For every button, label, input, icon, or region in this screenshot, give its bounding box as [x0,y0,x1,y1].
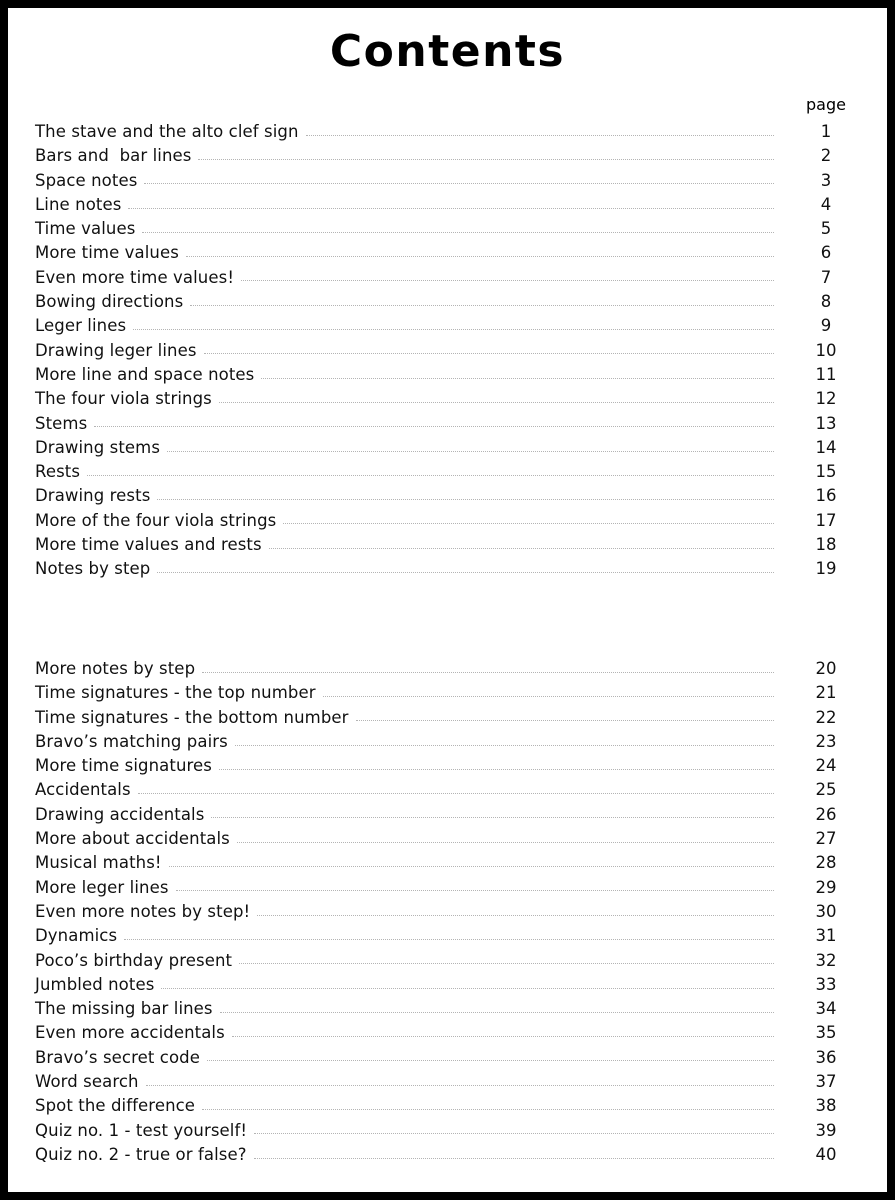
toc-leader-dots [204,352,774,354]
toc-entry[interactable] [35,1119,872,1143]
toc-entry-page-number: 40 [815,1144,837,1164]
toc-entry[interactable] [35,1046,872,1070]
toc-leader-dots [211,816,774,818]
toc-entry-page-number: 6 [820,243,832,263]
toc-entry-page-number: 33 [815,974,837,994]
toc-entry-title: The stave and the alto clef sign [35,122,299,141]
toc-entry-title: Quiz no. 1 - test yourself! [35,1120,248,1140]
toc-leader-dots [283,522,774,524]
toc-leader-dots [257,914,774,916]
toc-entry[interactable] [35,876,872,900]
toc-entry[interactable] [35,706,872,730]
toc-entry-title: Time signatures - the top number [35,683,316,703]
toc-entry-page-number: 14 [815,437,837,457]
toc-entry[interactable] [35,754,872,778]
toc-entry[interactable] [35,460,872,484]
toc-entry-title: Drawing accidentals [35,804,205,824]
toc-entry-page-number: 27 [815,829,837,849]
toc-entry-page-number: 32 [815,950,837,970]
toc-leader-dots [157,571,774,573]
toc-entry-page-number: 39 [815,1120,837,1140]
toc-entry-page-number: 11 [815,364,837,384]
toc-entry[interactable] [35,827,872,851]
toc-entry-title: Leger lines [35,316,127,336]
page-content-area [8,8,887,1192]
toc-entry-page-number: 34 [815,999,837,1019]
toc-leader-dots [94,425,774,427]
toc-leader-dots [202,1108,774,1110]
toc-entry-title: Stems [35,413,88,433]
toc-entry[interactable] [35,657,872,681]
toc-entry[interactable] [35,193,872,217]
toc-leader-dots [186,255,774,257]
toc-block-first [35,120,872,582]
toc-entry-title: More of the four viola strings [35,510,277,530]
toc-entry-title: The missing bar lines [35,999,213,1019]
toc-entry-page-number: 1 [820,122,832,141]
toc-entry-title: More leger lines [35,877,169,897]
toc-entry-title: Line notes [35,194,122,214]
toc-entry[interactable] [35,387,872,411]
toc-entry-title: More line and space notes [35,364,255,384]
toc-entry-page-number: 22 [815,707,837,727]
toc-entry[interactable] [35,778,872,802]
toc-entry-page-number: 2 [820,146,832,166]
toc-entry-title: The four viola strings [35,389,212,409]
toc-entry[interactable] [35,436,872,460]
toc-entry-page-number: 15 [815,462,837,482]
toc-entry[interactable] [35,924,872,948]
toc-entry-page-number: 16 [815,486,837,506]
toc-entry-page-number: 10 [815,340,837,360]
toc-leader-dots [144,182,774,184]
toc-entry-page-number: 21 [815,683,837,703]
toc-leader-dots [87,474,774,476]
toc-entry[interactable] [35,169,872,193]
toc-entry-page-number: 12 [815,389,837,409]
toc-entry-page-number: 5 [820,219,832,239]
toc-entry-title: Word search [35,1072,139,1092]
toc-entry[interactable] [35,803,872,827]
toc-entry-title: More about accidentals [35,829,230,849]
toc-entry-title: Bravo’s secret code [35,1047,200,1067]
toc-entry-page-number: 9 [820,316,832,336]
toc-entry[interactable] [35,851,872,875]
toc-entry-title: Drawing leger lines [35,340,197,360]
toc-leader-dots [133,328,774,330]
toc-entry[interactable] [35,484,872,508]
toc-entry-page-number: 7 [820,267,832,287]
toc-entry-page-number: 23 [815,731,837,751]
toc-entry[interactable] [35,1070,872,1094]
toc-entry-title: Time values [35,219,136,239]
toc-entry[interactable] [35,314,872,338]
toc-entry-title: Notes by step [35,559,151,579]
toc-entry-title: Quiz no. 2 - true or false? [35,1144,247,1164]
toc-entry[interactable] [35,973,872,997]
toc-leader-dots [146,1084,774,1086]
page-column-header: page [806,95,846,114]
toc-leader-dots [157,498,774,500]
toc-entry-page-number: 24 [815,756,837,776]
toc-entry-page-number: 25 [815,780,837,800]
toc-entry[interactable] [35,217,872,241]
toc-leader-dots [138,792,774,794]
toc-entry-page-number: 8 [820,292,832,312]
toc-entry-page-number: 17 [815,510,837,530]
toc-entry[interactable] [35,1094,872,1118]
toc-entry[interactable] [35,412,872,436]
toc-entry-page-number: 26 [815,804,837,824]
toc-leader-dots [269,547,774,549]
toc-entry-title: Rests [35,462,81,482]
toc-entry-page-number: 36 [815,1047,837,1067]
toc-entry-page-number: 28 [815,853,837,873]
toc-leader-dots [167,450,774,452]
toc-entry-page-number: 35 [815,1023,837,1043]
toc-entry-page-number: 29 [815,877,837,897]
toc-leader-dots [232,1035,774,1037]
toc-entry-page-number: 13 [815,413,837,433]
toc-entry-title: Even more time values! [35,267,235,287]
toc-entry[interactable] [35,681,872,705]
toc-leader-dots [176,889,774,891]
toc-leader-dots [239,962,774,964]
toc-entry[interactable] [35,1143,872,1167]
toc-leader-dots [142,231,774,233]
toc-entry-title: Time signatures - the bottom number [35,707,349,727]
toc-entry-title: Jumbled notes [35,974,155,994]
toc-entry[interactable] [35,266,872,290]
toc-leader-dots [306,134,774,136]
toc-entry-title: Dynamics [35,926,118,946]
toc-entry[interactable] [35,144,872,168]
toc-entry-title: More time signatures [35,756,212,776]
toc-entry-page-number: 19 [815,559,837,579]
toc-entry-title: Even more accidentals [35,1023,225,1043]
toc-leader-dots [219,768,774,770]
toc-entry[interactable] [35,730,872,754]
toc-entry[interactable] [35,241,872,265]
toc-block-second [35,657,872,1167]
toc-leader-dots [356,719,774,721]
toc-entry[interactable] [35,900,872,924]
toc-leader-dots [124,938,774,940]
toc-leader-dots [254,1157,774,1159]
toc-leader-dots [235,744,774,746]
toc-entry-page-number: 31 [815,926,837,946]
toc-entry-page-number: 38 [815,1096,837,1116]
toc-entry-title: Space notes [35,170,138,190]
toc-entry-title: Spot the difference [35,1096,196,1116]
toc-entry[interactable] [35,509,872,533]
toc-leader-dots [202,671,774,673]
toc-leader-dots [219,401,774,403]
toc-entry-title: Musical maths! [35,853,162,873]
toc-leader-dots [237,841,774,843]
toc-leader-dots [161,987,774,989]
toc-leader-dots [261,377,774,379]
toc-entry-title: Accidentals [35,780,131,800]
toc-entry[interactable] [35,363,872,387]
toc-entry-title: More notes by step [35,659,196,678]
toc-entry[interactable] [35,997,872,1021]
toc-entry-page-number: 37 [815,1072,837,1092]
toc-entry[interactable] [35,1021,872,1045]
toc-entry-page-number: 3 [820,170,832,190]
toc-entry-title: Poco’s birthday present [35,950,233,970]
toc-entry-title: Drawing rests [35,486,151,506]
toc-entry-page-number: 30 [815,901,837,921]
toc-entry-title: Bravo’s matching pairs [35,731,228,751]
toc-entry-title: More time values [35,243,179,263]
toc-entry[interactable] [35,557,872,581]
toc-entry[interactable] [35,339,872,363]
toc-entry-page-number: 18 [815,535,837,555]
toc-entry-title: Bowing directions [35,292,184,312]
toc-entry-page-number: 4 [820,194,832,214]
toc-entry[interactable] [35,120,872,144]
toc-entry[interactable] [35,290,872,314]
toc-leader-dots [207,1059,774,1061]
toc-leader-dots [220,1011,774,1013]
toc-entry-title: Even more notes by step! [35,901,251,921]
toc-leader-dots [128,207,774,209]
toc-leader-dots [323,695,774,697]
toc-leader-dots [169,865,774,867]
toc-entry-page-number: 20 [815,659,837,678]
toc-leader-dots [190,304,774,306]
toc-entry-title: Drawing stems [35,437,161,457]
toc-entry[interactable] [35,949,872,973]
toc-entry-title: More time values and rests [35,535,262,555]
page-title: Contents [329,26,566,77]
toc-leader-dots [241,279,774,281]
toc-entry[interactable] [35,533,872,557]
toc-leader-dots [198,158,774,160]
toc-leader-dots [254,1132,774,1134]
toc-entry-title: Bars and bar lines [35,146,192,166]
